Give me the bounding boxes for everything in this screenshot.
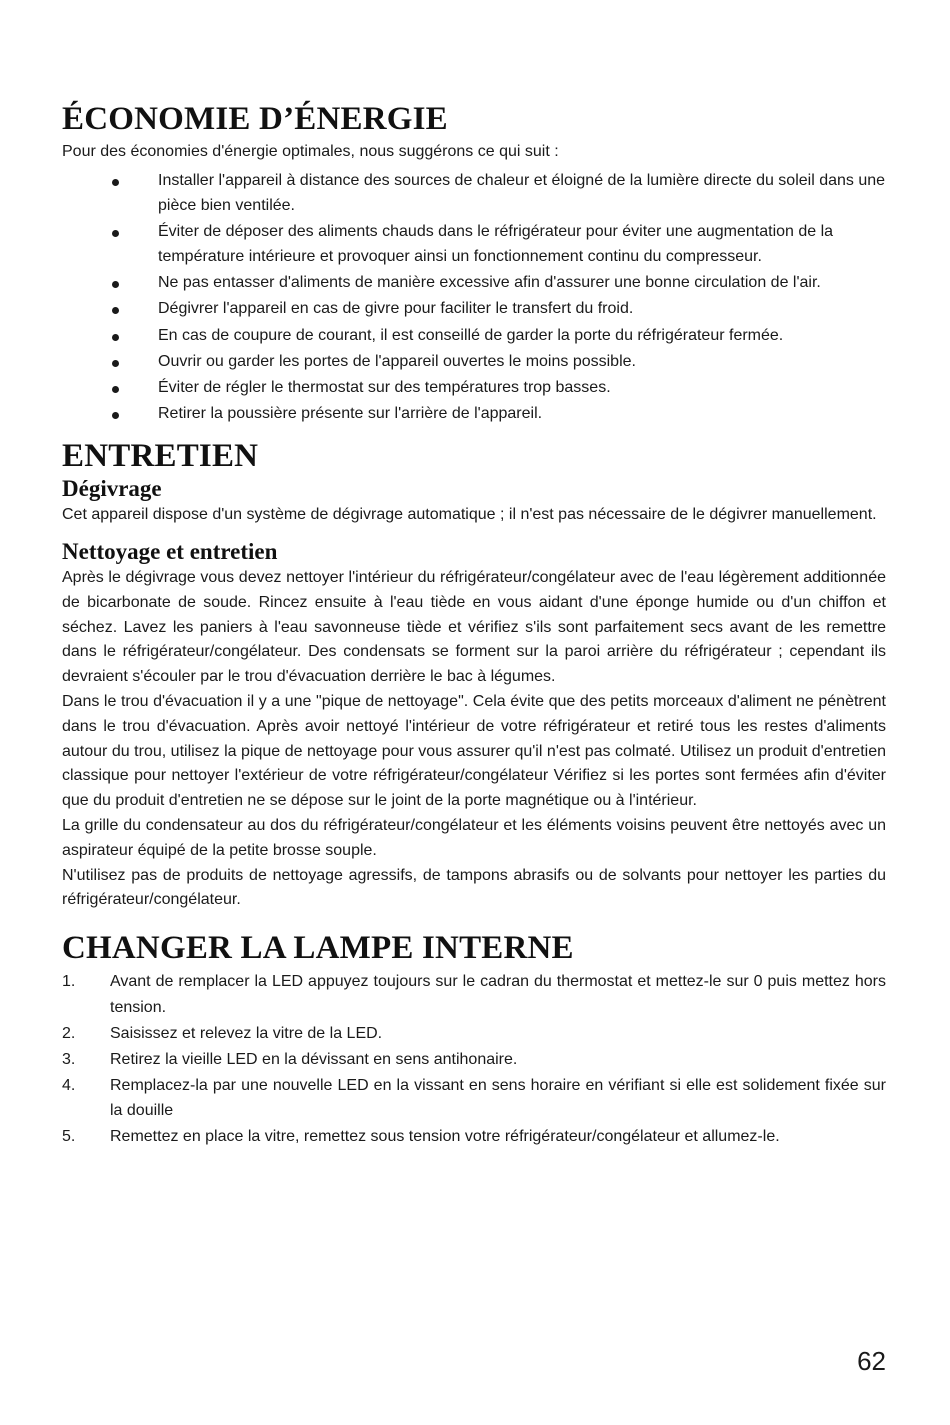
step-text: Saisissez et relevez la vitre de la LED. (110, 1024, 383, 1042)
degivrage-text: Cet appareil dispose d'un système de dégivrage automatique ; il n'est pas nécessaire de le dégivrer manuellement. (62, 506, 877, 524)
economie-intro: Pour des économies d'énergie optimales, nous suggérons ce qui suit : (62, 143, 559, 160)
heading-entretien: ENTRETIEN (62, 438, 259, 475)
step-text: Avant de remplacer la LED appuyez toujours sur le cadran du thermostat et mettez-le sur 0 puis mettez hors tension. (110, 973, 886, 1016)
bullet-icon (112, 307, 119, 314)
list-item: Dégivrer l'appareil en cas de givre pour faciliter le transfert du froid. (62, 297, 886, 322)
step-number: 5. (62, 1128, 76, 1146)
list-item (62, 1124, 886, 1150)
list-item (62, 969, 886, 1020)
list-item (62, 1073, 886, 1124)
list-item (62, 1021, 886, 1047)
list-item: Éviter de déposer des aliments chauds dans le réfrigérateur pour éviter une augmentation de la température intérieure et provoquer ainsi un fonctionnement continu du compresseur. (62, 220, 886, 270)
step-number: 1. (62, 973, 76, 991)
list-item: Éviter de régler le thermostat sur des températures trop basses. (62, 376, 886, 401)
nettoyage-paragraph: Après le dégivrage vous devez nettoyer l'intérieur du réfrigérateur/congélateur avec de l'eau légèrement additionnée de bicarbonate de soude. Rincez ensuite à l'eau tiède en vous aidant d'une éponge humide ou d'un chiffon et séchez. Lavez les paniers à l'eau savonneuse tiède et vérifiez s'ils sont parfaitement secs avant de les remettre dans le réfrigérateur/congélateur. Des condensats se forment sur la paroi arrière du réfrigérateur ; cependant ils devraient s'écouler par le trou d'évacuation derrière le bac à légumes. (62, 569, 886, 686)
bullet-icon (112, 360, 119, 367)
step-number: 4. (62, 1076, 76, 1094)
list-item: En cas de coupure de courant, il est conseillé de garder la porte du réfrigérateur fermée. (62, 324, 886, 349)
heading-changer-lampe: CHANGER LA LAMPE INTERNE (62, 930, 574, 967)
economie-bullet-list (62, 169, 886, 427)
page-number: 62 (857, 1346, 886, 1376)
bullet-icon (112, 386, 119, 393)
section-economie-energie (62, 100, 886, 427)
list-item: Ne pas entasser d'aliments de manière excessive afin d'assurer une bonne circulation de l'air. (62, 271, 886, 296)
bullet-icon (112, 281, 119, 288)
step-text: Retirez la vieille LED en la dévissant en sens antihonaire. (110, 1050, 518, 1068)
bullet-icon (112, 179, 119, 186)
nettoyage-paragraph: La grille du condensateur au dos du réfrigérateur/congélateur et les éléments voisins peuvent être nettoyés avec un aspirateur équipé de la petite brosse souple. (62, 817, 886, 859)
list-item (62, 1047, 886, 1073)
lampe-steps-list (62, 969, 886, 1150)
subheading-degivrage: Dégivrage (62, 476, 162, 502)
section-entretien (62, 437, 886, 913)
bullet-icon (112, 230, 119, 237)
step-text: Remettez en place la vitre, remettez sous tension votre réfrigérateur/congélateur et allumez-le. (110, 1128, 780, 1146)
nettoyage-paragraph: Dans le trou d'évacuation il y a une "pique de nettoyage". Cela évite que des petits morceaux d'aliment ne pénètrent dans le trou d'évacuation. Après avoir nettoyé l'intérieur de votre réfrigérateur et retiré tous les restes d'aliments autour du trou, utilisez la pique de nettoyage pour vous assurer qu'il n'est pas colmaté. Utilisez un produit d'entretien classique pour nettoyer l'extérieur de votre réfrigérateur/congélateur Vérifiez si les portes sont fermées afin d'éviter que du produit d'entretien ne se dépose sur le joint de la porte magnétique ou à l'intérieur. (62, 693, 886, 810)
bullet-icon (112, 334, 119, 341)
page-content (62, 100, 886, 1150)
subheading-nettoyage: Nettoyage et entretien (62, 539, 278, 565)
step-number: 3. (62, 1050, 76, 1068)
bullet-icon (112, 412, 119, 419)
step-number: 2. (62, 1024, 76, 1042)
list-item: Ouvrir ou garder les portes de l'appareil ouvertes le moins possible. (62, 350, 886, 375)
section-changer-lampe (62, 929, 886, 1150)
list-item: Retirer la poussière présente sur l'arrière de l'appareil. (62, 402, 886, 427)
heading-economie-energie: ÉCONOMIE D’ÉNERGIE (62, 101, 448, 137)
nettoyage-paragraph: N'utilisez pas de produits de nettoyage agressifs, de tampons abrasifs ou de solvants pour nettoyer les parties du réfrigérateur/congélateur. (62, 866, 886, 909)
list-item: Installer l'appareil à distance des sources de chaleur et éloigné de la lumière directe du soleil dans une pièce bien ventilée. (62, 169, 886, 219)
step-text: Remplacez-la par une nouvelle LED en la vissant en sens horaire en vérifiant si elle est solidement fixée sur la douille (110, 1076, 886, 1120)
